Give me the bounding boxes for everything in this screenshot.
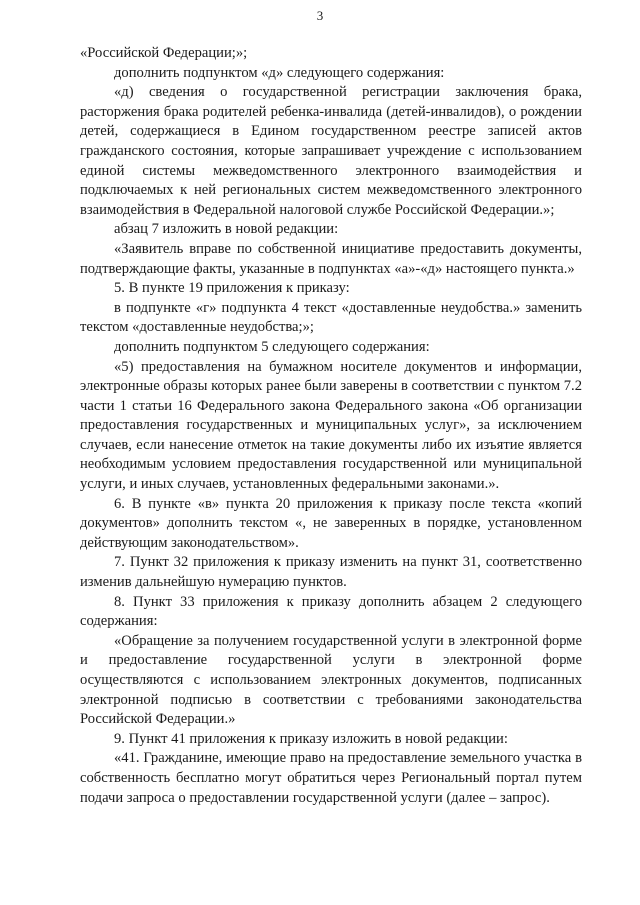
paragraph-continuation: «Российской Федерации;»; — [80, 45, 248, 61]
paragraph-item-9: 9. Пункт 41 приложения к приказу изложить в новой редакции: — [114, 730, 508, 747]
paragraph-item-41: «41. Гражданине, имеющие право на предоставление земельного участка в собственность бесплатно могут обратиться через Региональный портал путем подачи запроса о предоставлении государственной услуги (далее – запрос). — [80, 750, 582, 806]
paragraph-applicant-right: «Заявитель вправе по собственной инициативе предоставить документы, подтверждающие факты, указанные в подпунктах «а»-«д» настоящего пункта.» — [80, 240, 582, 277]
paragraph-subpoint-g: в подпункте «г» подпункта 4 текст «доставленные неудобства.» заменить текстом «доставленные неудобства;»; — [80, 299, 582, 336]
paragraph-item-6: 6. В пункте «в» пункта 20 приложения к приказу после текста «копий документов» дополнить текстом «, не заверенных в порядке, установленном действующим законодательством». — [80, 495, 582, 551]
paragraph-subpoint-d: «д) сведения о государственной регистрации заключения брака, расторжения брака родителей ребенка-инвалида (детей-инвалидов), о рождении детей, содержащиеся в Едином государственном реестре записей актов гражданского состояния, которые запрашивает учреждение с использованием единой системы межведомственного электронного взаимодействия и подключаемых к ней региональных систем межведомственного электронного взаимодействия в Федеральной налоговой службе Российской Федерации.»; — [80, 84, 582, 218]
paragraph-add-subpoint-d: дополнить подпунктом «д» следующего содержания: — [114, 64, 445, 81]
document-body — [80, 44, 582, 808]
paragraph-electronic-form: «Обращение за получением государственной услуги в электронной форме и предоставление государственной услуги в электронной форме осуществляются с использованием электронных документов, подписанных электронной подписью в соответствии с требованиями законодательства Российской Федерации.» — [80, 632, 582, 728]
paragraph-item-7: 7. Пункт 32 приложения к приказу изменить на пункт 31, соответственно изменив дальнейшую нумерацию пунктов. — [80, 554, 582, 591]
page-number: 3 — [316, 8, 324, 23]
paragraph-add-subpoint-5: дополнить подпунктом 5 следующего содержания: — [114, 338, 430, 355]
paragraph-item-5: 5. В пункте 19 приложения к приказу: — [114, 280, 350, 297]
paragraph-subpoint-5: «5) предоставления на бумажном носителе документов и информации, электронные образы которых ранее были заверены в соответствии с пунктом 7.2 части 1 статьи 16 Федерального закона Федерального закона «Об организации предоставления государственных и муниципальных услуг», за исключением случаев, если нанесение отметок на такие документы либо их изъятие является необходимым условием предоставления государственной или муниципальной услуги, и иных случаев, установленных федеральными законами.». — [80, 358, 582, 493]
paragraph-item-8: 8. Пункт 33 приложения к приказу дополнить абзацем 2 следующего содержания: — [80, 593, 582, 630]
paragraph-abzac-7: абзац 7 изложить в новой редакции: — [114, 221, 339, 238]
